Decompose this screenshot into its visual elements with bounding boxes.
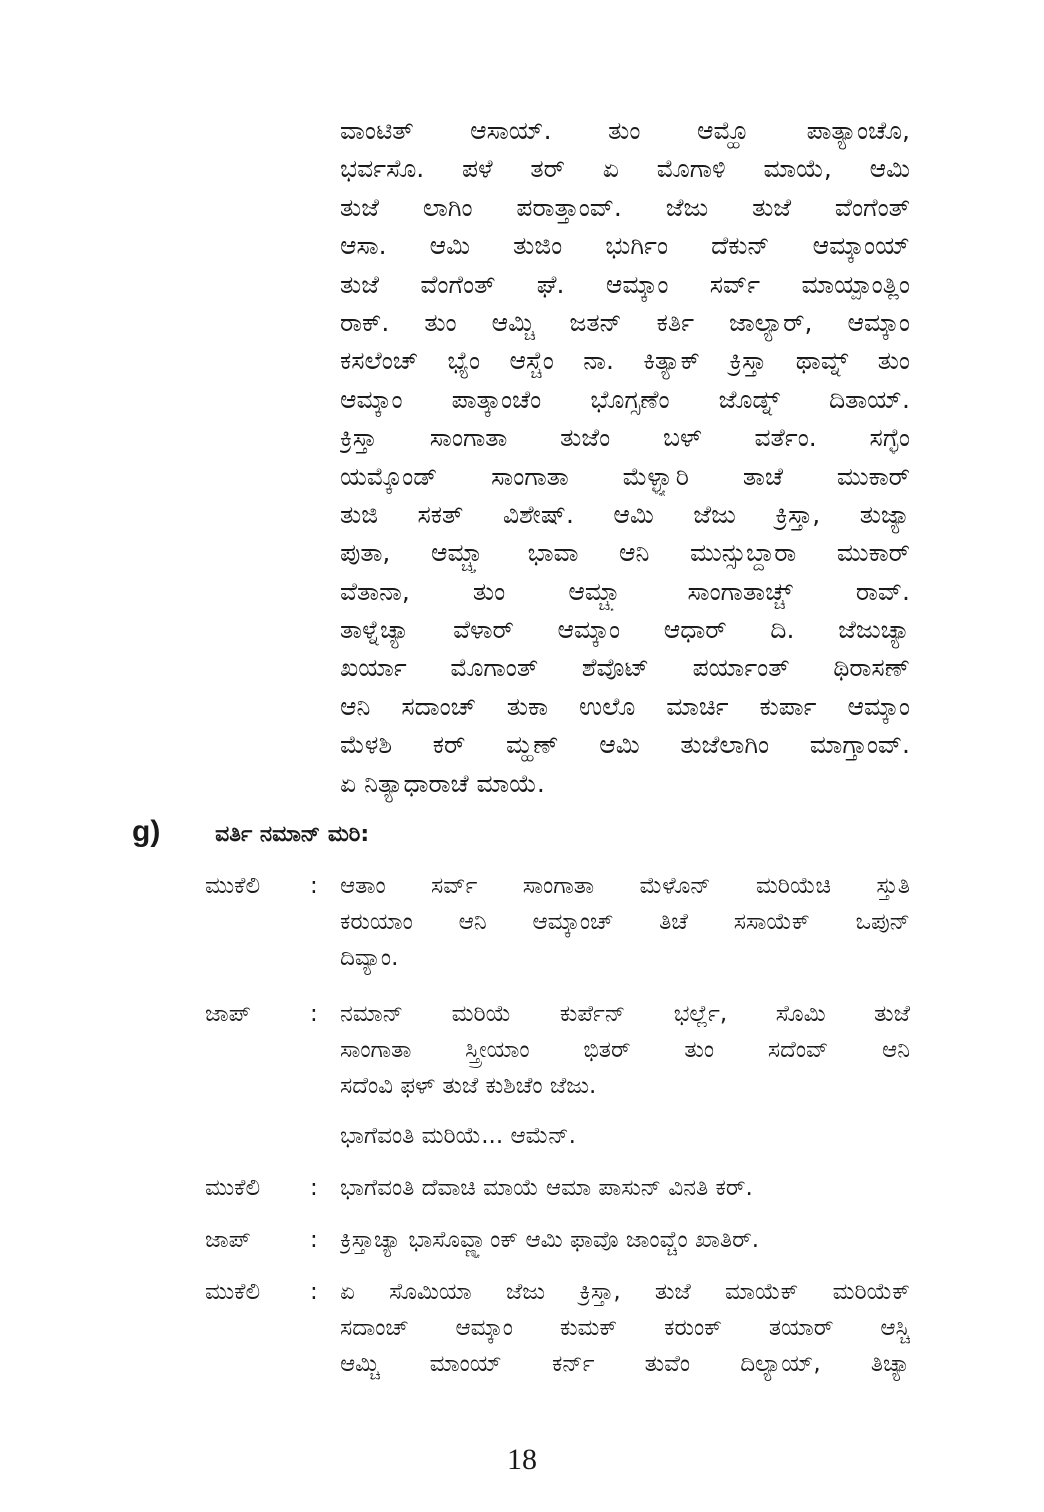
paragraph-line: ಆಸಾ. ಆಮಿ ತುಜಿಂ ಭುರ್ಗಿಂ ದೆಕುನ್ ಆಮ್ಕಾಂಯ್ <box>340 231 910 261</box>
speaker-label: ಮುಕೆಲಿ <box>205 1279 261 1305</box>
speaker-colon: : <box>310 1175 318 1201</box>
body-paragraph <box>340 112 910 803</box>
paragraph-line: ಕಸಲೆಂಚ್ ಭ್ಯೆಂ ಆಸ್ಚೆಂ ನಾ. ಕಿತ್ಯಾಕ್ ಕ್ರಿಸ್ತಾ ಥಾವ್ನ್ ತುಂ <box>340 346 910 376</box>
dialogue-text <box>340 1170 910 1206</box>
paragraph-line: ಖರ್ಯಾ ಮೊಗಾಂತ್ ಶೆವೊಟ್ ಪರ್ಯಾಂತ್ ಥಿರಾಸಣ್ <box>340 653 910 683</box>
speaker-colon: : <box>310 1279 318 1305</box>
paragraph-line: ಆಮ್ಕಾಂ ಪಾತ್ಕಾಂಚೆಂ ಭೊಗ್ಸಣೆಂ ಜೊಡ್ನ್ ದಿತಾಯ್. <box>340 384 910 414</box>
dialogue-line: ಕರುಯಾಂ ಆನಿ ಆಮ್ಕಾಂಚ್ ತಿಚೆ ಸಸಾಯೆಕ್ ಒಪುನ್ <box>340 909 910 935</box>
dialogue-text <box>340 996 910 1104</box>
section-heading <box>132 812 369 852</box>
speaker-colon: : <box>310 1227 318 1253</box>
section-marker: g) <box>132 815 161 848</box>
dialogue-line: ಏ ಸೊಮಿಯಾ ಜೆಜು ಕ್ರಿಸ್ತಾ, ತುಜೆ ಮಾಯೆಕ್ ಮರಿಯೆಕ್ <box>340 1279 910 1305</box>
dialogue-text <box>340 1222 910 1258</box>
paragraph-line: ಕ್ರಿಸ್ತಾ ಸಾಂಗಾತಾ ತುಜೆಂ ಬಳ್ ವರ್ತೆಂ. ಸಗ್ಳೆಂ <box>340 423 910 453</box>
speaker-colon: : <box>310 1001 318 1027</box>
dialogue-line: ಆತಾಂ ಸರ್ವ್ ಸಾಂಗಾತಾ ಮೆಳೊನ್ ಮರಿಯೆಚಿ ಸ್ತುತಿ <box>340 873 910 899</box>
speaker-label: ಮುಕೆಲಿ <box>205 873 261 899</box>
paragraph-line: ತುಜೆ ಲಾಗಿಂ ಪರಾತ್ತಾಂವ್. ಜೆಜು ತುಜೆ ವೆಂಗೆಂತ್ <box>340 192 910 222</box>
speaker-label: ಜಾಪ್ <box>205 1227 251 1253</box>
paragraph-line: ರಾಕ್. ತುಂ ಆಮ್ಚಿ ಜತನ್ ಕರ್ತಿ ಜಾಲ್ಯಾರ್, ಆಮ್ಕಾಂ <box>340 307 910 337</box>
speaker-colon: : <box>310 873 318 899</box>
dialogue-line: ದಿವ್ಯಾಂ. <box>340 945 399 971</box>
paragraph-line: ಆನಿ ಸದಾಂಚ್ ತುಕಾ ಉಲೊ ಮಾರ್ಚಿ ಕುರ್ಪಾ ಆಮ್ಕಾಂ <box>340 691 910 721</box>
paragraph-line: ಏ ನಿತ್ಯಾಧಾರಾಚೆ ಮಾಯೆ. <box>340 768 545 798</box>
dialogue-line: ಸಾಂಗಾತಾ ಸ್ತ್ರೀಯಾಂ ಭಿತರ್ ತುಂ ಸದೆಂವ್ ಆನಿ <box>340 1037 910 1063</box>
dialogue-line: ಸದಾಂಚ್ ಆಮ್ಕಾಂ ಕುಮಕ್ ಕರುಂಕ್ ತಯಾರ್ ಆಸ್ಚಿ <box>340 1315 910 1341</box>
dialogue-line: ಭಾಗೆವಂತಿ ದೆವಾಚಿ ಮಾಯೆ ಆಮಾ ಪಾಸುನ್ ವಿನತಿ ಕರ್. <box>340 1175 753 1201</box>
dialogue-line: ಸದೆಂವಿ ಫಳ್ ತುಜೆ ಕುಶಿಚೆಂ ಜೆಜು. <box>340 1073 597 1099</box>
dialogue-line: ಆಮ್ಚಿ ಮಾಂಯ್ ಕರ್ನ್ ತುವೆಂ ದಿಲ್ಯಾಯ್, ತಿಚ್ಯಾ <box>340 1351 910 1377</box>
paragraph-line: ತಾಳ್ನೆಚ್ಯಾ ವೆಳಾರ್ ಆಮ್ಕಾಂ ಆಧಾರ್ ದಿ. ಜೆಜುಚ್ಯಾ <box>340 615 910 645</box>
paragraph-line: ತುಜಿ ಸಕತ್ ವಿಶೇಷ್. ಆಮಿ ಜೆಜು ಕ್ರಿಸ್ತಾ, ತುಜ್ಯಾ <box>340 499 910 529</box>
paragraph-line: ಪುತಾ, ಆಮ್ಚ್ಯಾ ಭಾವಾ ಆನಿ ಮುನ್ಸುಬ್ದಾರಾ ಮುಕಾರ್ <box>340 538 910 568</box>
speaker-label: ಜಾಪ್ <box>205 1001 251 1027</box>
paragraph-line: ಯಮ್ಕೊಂಡ್ ಸಾಂಗಾತಾ ಮೆಳ್ಳ್ಯಾರಿ ತಾಚೆ ಮುಕಾರ್ <box>340 461 910 491</box>
paragraph-line: ತುಜೆ ವೆಂಗೆಂತ್ ಘೆ. ಆಮ್ಕಾಂ ಸರ್ವ್ ಮಾಯ್ಪಾಂತ್ಲಿಂ <box>340 269 910 299</box>
section-title: ವರ್ತಿ ನಮಾನ್ ಮರಿ: <box>215 822 370 847</box>
paragraph-line: ವೆತಾನಾ, ತುಂ ಆಮ್ಚ್ಯಾ ಸಾಂಗಾತಾಚ್ಚ್ ರಾವ್. <box>340 576 910 606</box>
response-line: ಭಾಗೆವಂತಿ ಮರಿಯೆ... ಆಮೆನ್. <box>340 1123 576 1149</box>
paragraph-line: ಭರ್ವಸೊ. ಪಳೆ ತರ್ ಏ ಮೊಗಾಳಿ ಮಾಯೆ, ಆಮಿ <box>340 154 910 184</box>
dialogue-text <box>340 868 910 976</box>
dialogue-text <box>340 1274 910 1382</box>
dialogue-line: ನಮಾನ್ ಮರಿಯೆ ಕುರ್ಪೆನ್ ಭರ್ಲ್ಲೆ, ಸೊಮಿ ತುಜೆ <box>340 1001 910 1027</box>
speaker-label: ಮುಕೆಲಿ <box>205 1175 261 1201</box>
paragraph-line: ಮೆಳಶಿ ಕರ್ ಮ್ಹಣ್ ಆಮಿ ತುಜೆಲಾಗಿಂ ಮಾಗ್ತಾಂವ್. <box>340 730 910 760</box>
page-number: 18 <box>507 1443 537 1476</box>
paragraph-line: ವಾಂಟಿತ್ ಆಸಾಯ್. ತುಂ ಆಮ್ಹೊ ಪಾತ್ಯಾಂಚೊ, <box>340 116 910 145</box>
dialogue-line: ಕ್ರಿಸ್ತಾಚ್ಯಾ ಭಾಸೊವ್ಣ್ಯಾಂಕ್ ಆಮಿ ಫಾವೊ ಜಾಂವ್ಚೆಂ ಖಾತಿರ್. <box>340 1227 760 1253</box>
